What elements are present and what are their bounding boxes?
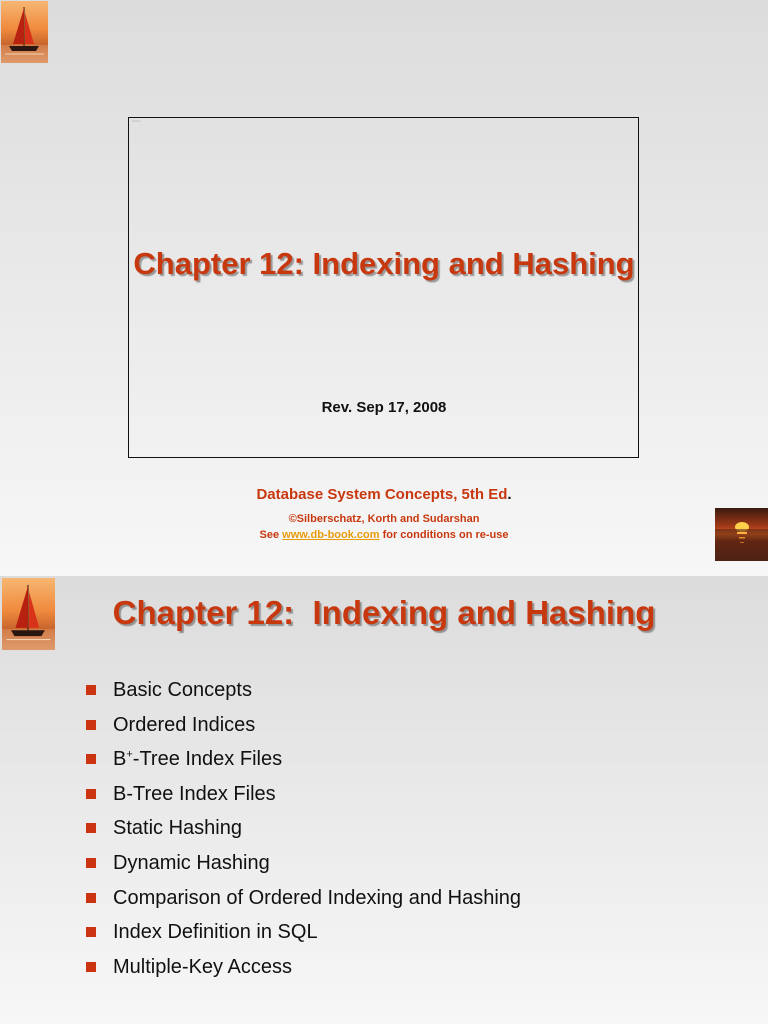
copyright-line: ©Silberschatz, Korth and Sudarshan bbox=[288, 513, 480, 525]
outline-title: Chapter 12: Indexing and Hashing bbox=[112, 594, 656, 631]
outline-slide bbox=[0, 576, 768, 1024]
list-item bbox=[86, 950, 521, 985]
list-item bbox=[86, 881, 521, 916]
topic-label: Basic Concepts bbox=[113, 679, 252, 701]
list-item bbox=[86, 811, 521, 846]
reuse-suffix: for conditions on re-use bbox=[379, 529, 509, 541]
list-item bbox=[86, 673, 521, 708]
square-bullet-icon bbox=[86, 858, 96, 868]
sunset-logo-icon bbox=[715, 508, 768, 561]
square-bullet-icon bbox=[86, 720, 96, 730]
topic-label-sup: + bbox=[126, 748, 133, 761]
book-suffix: . bbox=[507, 486, 512, 503]
topic-label-rest: -Tree Index Files bbox=[132, 748, 283, 771]
chapter-title: Chapter 12: Indexing and Hashing bbox=[133, 246, 635, 281]
topic-label: Static Hashing bbox=[113, 817, 242, 840]
book-name: Database System Concepts, 5th Ed bbox=[256, 486, 508, 503]
topic-label: Index Definition in SQL bbox=[113, 921, 318, 944]
list-item bbox=[86, 846, 521, 881]
topic-label: Multiple-Key Access bbox=[113, 955, 292, 978]
list-item bbox=[86, 742, 521, 777]
topic-label: Comparison of Ordered Indexing and Hashing bbox=[113, 886, 522, 909]
square-bullet-icon bbox=[86, 754, 96, 764]
square-bullet-icon bbox=[86, 789, 96, 799]
topic-label: B-Tree Index Files bbox=[113, 782, 276, 805]
reuse-prefix: See bbox=[259, 529, 283, 541]
topic-label: Ordered Indices bbox=[113, 713, 256, 736]
list-item bbox=[86, 708, 521, 743]
reuse-notice bbox=[0, 529, 768, 541]
book-title bbox=[0, 486, 768, 503]
db-book-link[interactable]: www.db-book.com bbox=[282, 529, 380, 541]
revision-date: Rev. Sep 17, 2008 bbox=[321, 399, 447, 416]
square-bullet-icon bbox=[86, 962, 96, 972]
square-bullet-icon bbox=[86, 927, 96, 937]
topic-label: Dynamic Hashing bbox=[113, 851, 270, 874]
square-bullet-icon bbox=[86, 685, 96, 695]
list-item bbox=[86, 777, 521, 812]
square-bullet-icon bbox=[86, 823, 96, 833]
topic-label-base: B bbox=[113, 748, 127, 771]
frame-tag: ▫▫▫▫▫▫▫▫ bbox=[132, 119, 141, 123]
topic-list bbox=[86, 673, 521, 984]
list-item bbox=[86, 915, 521, 950]
sailboat-logo-icon bbox=[1, 1, 48, 63]
square-bullet-icon bbox=[86, 893, 96, 903]
